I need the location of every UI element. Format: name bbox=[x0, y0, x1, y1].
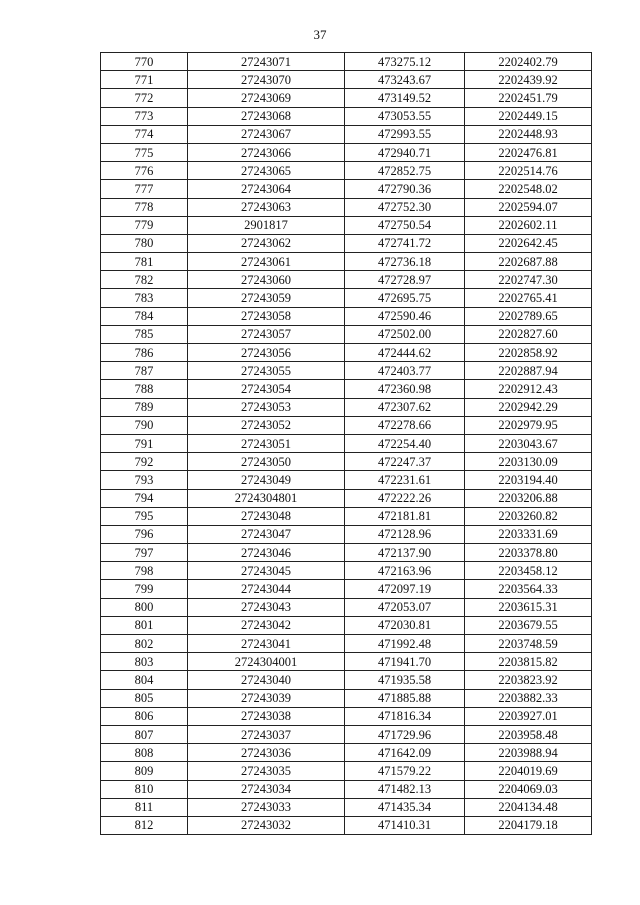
x-coordinate-cell: 472852.75 bbox=[345, 162, 465, 180]
point-id-cell: 27243067 bbox=[188, 125, 345, 143]
table-row bbox=[101, 780, 592, 798]
point-number-cell: 811 bbox=[101, 798, 188, 816]
point-number-cell: 780 bbox=[101, 234, 188, 252]
point-number-cell: 781 bbox=[101, 253, 188, 271]
y-coordinate-cell: 2204019.69 bbox=[465, 762, 592, 780]
point-id-cell: 27243064 bbox=[188, 180, 345, 198]
point-number-cell: 803 bbox=[101, 653, 188, 671]
point-number-cell: 786 bbox=[101, 344, 188, 362]
point-id-cell: 27243066 bbox=[188, 143, 345, 161]
point-id-cell: 27243057 bbox=[188, 325, 345, 343]
point-id-cell: 27243069 bbox=[188, 89, 345, 107]
point-id-cell: 27243033 bbox=[188, 798, 345, 816]
y-coordinate-cell: 2202594.07 bbox=[465, 198, 592, 216]
point-number-cell: 805 bbox=[101, 689, 188, 707]
point-number-cell: 777 bbox=[101, 180, 188, 198]
x-coordinate-cell: 472231.61 bbox=[345, 471, 465, 489]
y-coordinate-cell: 2202449.15 bbox=[465, 107, 592, 125]
table-row bbox=[101, 162, 592, 180]
point-id-cell: 2724304001 bbox=[188, 653, 345, 671]
point-number-cell: 809 bbox=[101, 762, 188, 780]
table-row bbox=[101, 307, 592, 325]
x-coordinate-cell: 473243.67 bbox=[345, 71, 465, 89]
point-number-cell: 802 bbox=[101, 635, 188, 653]
point-id-cell: 27243051 bbox=[188, 434, 345, 452]
y-coordinate-cell: 2202548.02 bbox=[465, 180, 592, 198]
table-row bbox=[101, 398, 592, 416]
point-number-cell: 801 bbox=[101, 616, 188, 634]
y-coordinate-cell: 2202642.45 bbox=[465, 234, 592, 252]
x-coordinate-cell: 471729.96 bbox=[345, 725, 465, 743]
table-row bbox=[101, 616, 592, 634]
x-coordinate-cell: 472030.81 bbox=[345, 616, 465, 634]
y-coordinate-cell: 2203043.67 bbox=[465, 434, 592, 452]
y-coordinate-cell: 2202827.60 bbox=[465, 325, 592, 343]
x-coordinate-cell: 471935.58 bbox=[345, 671, 465, 689]
point-number-cell: 772 bbox=[101, 89, 188, 107]
point-id-cell: 27243047 bbox=[188, 525, 345, 543]
point-id-cell: 2901817 bbox=[188, 216, 345, 234]
y-coordinate-cell: 2203331.69 bbox=[465, 525, 592, 543]
table-row bbox=[101, 762, 592, 780]
table-row bbox=[101, 671, 592, 689]
point-id-cell: 27243056 bbox=[188, 344, 345, 362]
x-coordinate-cell: 472128.96 bbox=[345, 525, 465, 543]
y-coordinate-cell: 2203679.55 bbox=[465, 616, 592, 634]
y-coordinate-cell: 2203194.40 bbox=[465, 471, 592, 489]
x-coordinate-cell: 472736.18 bbox=[345, 253, 465, 271]
point-id-cell: 27243053 bbox=[188, 398, 345, 416]
point-id-cell: 27243061 bbox=[188, 253, 345, 271]
point-number-cell: 794 bbox=[101, 489, 188, 507]
y-coordinate-cell: 2203206.88 bbox=[465, 489, 592, 507]
table-row bbox=[101, 525, 592, 543]
point-number-cell: 779 bbox=[101, 216, 188, 234]
point-id-cell: 27243049 bbox=[188, 471, 345, 489]
y-coordinate-cell: 2203130.09 bbox=[465, 453, 592, 471]
point-number-cell: 782 bbox=[101, 271, 188, 289]
table-row bbox=[101, 489, 592, 507]
x-coordinate-cell: 471410.31 bbox=[345, 816, 465, 834]
x-coordinate-cell: 471579.22 bbox=[345, 762, 465, 780]
table-row bbox=[101, 253, 592, 271]
x-coordinate-cell: 471816.34 bbox=[345, 707, 465, 725]
point-number-cell: 778 bbox=[101, 198, 188, 216]
point-id-cell: 27243035 bbox=[188, 762, 345, 780]
point-number-cell: 793 bbox=[101, 471, 188, 489]
y-coordinate-cell: 2202602.11 bbox=[465, 216, 592, 234]
point-number-cell: 808 bbox=[101, 744, 188, 762]
y-coordinate-cell: 2203378.80 bbox=[465, 544, 592, 562]
table-row bbox=[101, 544, 592, 562]
x-coordinate-cell: 472940.71 bbox=[345, 143, 465, 161]
table-row bbox=[101, 471, 592, 489]
table-row bbox=[101, 562, 592, 580]
point-id-cell: 27243060 bbox=[188, 271, 345, 289]
y-coordinate-cell: 2203564.33 bbox=[465, 580, 592, 598]
y-coordinate-cell: 2202747.30 bbox=[465, 271, 592, 289]
point-id-cell: 27243037 bbox=[188, 725, 345, 743]
point-number-cell: 795 bbox=[101, 507, 188, 525]
y-coordinate-cell: 2202887.94 bbox=[465, 362, 592, 380]
table-row bbox=[101, 725, 592, 743]
point-id-cell: 27243055 bbox=[188, 362, 345, 380]
x-coordinate-cell: 472222.26 bbox=[345, 489, 465, 507]
y-coordinate-cell: 2202858.92 bbox=[465, 344, 592, 362]
x-coordinate-cell: 472181.81 bbox=[345, 507, 465, 525]
y-coordinate-cell: 2202448.93 bbox=[465, 125, 592, 143]
point-number-cell: 791 bbox=[101, 434, 188, 452]
point-id-cell: 27243044 bbox=[188, 580, 345, 598]
table-row bbox=[101, 107, 592, 125]
table-row bbox=[101, 198, 592, 216]
y-coordinate-cell: 2204069.03 bbox=[465, 780, 592, 798]
x-coordinate-cell: 472307.62 bbox=[345, 398, 465, 416]
table-row bbox=[101, 125, 592, 143]
point-id-cell: 27243048 bbox=[188, 507, 345, 525]
point-number-cell: 790 bbox=[101, 416, 188, 434]
x-coordinate-cell: 472053.07 bbox=[345, 598, 465, 616]
x-coordinate-cell: 472254.40 bbox=[345, 434, 465, 452]
point-id-cell: 27243039 bbox=[188, 689, 345, 707]
y-coordinate-cell: 2203815.82 bbox=[465, 653, 592, 671]
point-number-cell: 807 bbox=[101, 725, 188, 743]
table-row bbox=[101, 180, 592, 198]
point-id-cell: 27243038 bbox=[188, 707, 345, 725]
point-id-cell: 27243046 bbox=[188, 544, 345, 562]
point-number-cell: 787 bbox=[101, 362, 188, 380]
point-id-cell: 27243041 bbox=[188, 635, 345, 653]
table-row bbox=[101, 798, 592, 816]
x-coordinate-cell: 472502.00 bbox=[345, 325, 465, 343]
table-row bbox=[101, 707, 592, 725]
y-coordinate-cell: 2202514.76 bbox=[465, 162, 592, 180]
x-coordinate-cell: 472360.98 bbox=[345, 380, 465, 398]
x-coordinate-cell: 472444.62 bbox=[345, 344, 465, 362]
table-row bbox=[101, 271, 592, 289]
point-id-cell: 27243032 bbox=[188, 816, 345, 834]
y-coordinate-cell: 2203882.33 bbox=[465, 689, 592, 707]
y-coordinate-cell: 2202687.88 bbox=[465, 253, 592, 271]
x-coordinate-cell: 472752.30 bbox=[345, 198, 465, 216]
table-row bbox=[101, 143, 592, 161]
table-row bbox=[101, 580, 592, 598]
table-row bbox=[101, 744, 592, 762]
coordinates-table-body bbox=[101, 53, 592, 835]
table-row bbox=[101, 434, 592, 452]
point-number-cell: 798 bbox=[101, 562, 188, 580]
y-coordinate-cell: 2203958.48 bbox=[465, 725, 592, 743]
y-coordinate-cell: 2202912.43 bbox=[465, 380, 592, 398]
y-coordinate-cell: 2204179.18 bbox=[465, 816, 592, 834]
y-coordinate-cell: 2202979.95 bbox=[465, 416, 592, 434]
y-coordinate-cell: 2203615.31 bbox=[465, 598, 592, 616]
point-number-cell: 775 bbox=[101, 143, 188, 161]
point-number-cell: 799 bbox=[101, 580, 188, 598]
y-coordinate-cell: 2203988.94 bbox=[465, 744, 592, 762]
point-id-cell: 27243070 bbox=[188, 71, 345, 89]
table-row bbox=[101, 453, 592, 471]
table-row bbox=[101, 71, 592, 89]
point-id-cell: 27243050 bbox=[188, 453, 345, 471]
x-coordinate-cell: 472097.19 bbox=[345, 580, 465, 598]
point-id-cell: 27243065 bbox=[188, 162, 345, 180]
table-row bbox=[101, 653, 592, 671]
point-number-cell: 806 bbox=[101, 707, 188, 725]
point-number-cell: 783 bbox=[101, 289, 188, 307]
point-number-cell: 785 bbox=[101, 325, 188, 343]
point-number-cell: 774 bbox=[101, 125, 188, 143]
point-number-cell: 800 bbox=[101, 598, 188, 616]
x-coordinate-cell: 473275.12 bbox=[345, 53, 465, 71]
x-coordinate-cell: 473053.55 bbox=[345, 107, 465, 125]
point-id-cell: 27243052 bbox=[188, 416, 345, 434]
table-row bbox=[101, 362, 592, 380]
point-number-cell: 792 bbox=[101, 453, 188, 471]
page-number: 37 bbox=[313, 27, 327, 42]
point-id-cell: 27243063 bbox=[188, 198, 345, 216]
point-number-cell: 773 bbox=[101, 107, 188, 125]
x-coordinate-cell: 472403.77 bbox=[345, 362, 465, 380]
x-coordinate-cell: 471435.34 bbox=[345, 798, 465, 816]
table-row bbox=[101, 89, 592, 107]
y-coordinate-cell: 2202476.81 bbox=[465, 143, 592, 161]
x-coordinate-cell: 472137.90 bbox=[345, 544, 465, 562]
y-coordinate-cell: 2202789.65 bbox=[465, 307, 592, 325]
table-row bbox=[101, 380, 592, 398]
y-coordinate-cell: 2203927.01 bbox=[465, 707, 592, 725]
y-coordinate-cell: 2202451.79 bbox=[465, 89, 592, 107]
point-id-cell: 27243071 bbox=[188, 53, 345, 71]
y-coordinate-cell: 2203823.92 bbox=[465, 671, 592, 689]
y-coordinate-cell: 2202942.29 bbox=[465, 398, 592, 416]
point-number-cell: 804 bbox=[101, 671, 188, 689]
y-coordinate-cell: 2204134.48 bbox=[465, 798, 592, 816]
y-coordinate-cell: 2202402.79 bbox=[465, 53, 592, 71]
table-row bbox=[101, 53, 592, 71]
point-id-cell: 27243054 bbox=[188, 380, 345, 398]
table-row bbox=[101, 689, 592, 707]
point-id-cell: 27243058 bbox=[188, 307, 345, 325]
x-coordinate-cell: 473149.52 bbox=[345, 89, 465, 107]
x-coordinate-cell: 472247.37 bbox=[345, 453, 465, 471]
x-coordinate-cell: 472163.96 bbox=[345, 562, 465, 580]
x-coordinate-cell: 472590.46 bbox=[345, 307, 465, 325]
table-row bbox=[101, 507, 592, 525]
y-coordinate-cell: 2203260.82 bbox=[465, 507, 592, 525]
point-id-cell: 2724304801 bbox=[188, 489, 345, 507]
x-coordinate-cell: 471992.48 bbox=[345, 635, 465, 653]
x-coordinate-cell: 472993.55 bbox=[345, 125, 465, 143]
table-row bbox=[101, 289, 592, 307]
point-number-cell: 812 bbox=[101, 816, 188, 834]
table-row bbox=[101, 216, 592, 234]
x-coordinate-cell: 471941.70 bbox=[345, 653, 465, 671]
x-coordinate-cell: 472750.54 bbox=[345, 216, 465, 234]
x-coordinate-cell: 472790.36 bbox=[345, 180, 465, 198]
point-number-cell: 810 bbox=[101, 780, 188, 798]
x-coordinate-cell: 471885.88 bbox=[345, 689, 465, 707]
point-id-cell: 27243045 bbox=[188, 562, 345, 580]
point-id-cell: 27243062 bbox=[188, 234, 345, 252]
point-id-cell: 27243043 bbox=[188, 598, 345, 616]
point-number-cell: 771 bbox=[101, 71, 188, 89]
y-coordinate-cell: 2203748.59 bbox=[465, 635, 592, 653]
table-row bbox=[101, 635, 592, 653]
point-number-cell: 784 bbox=[101, 307, 188, 325]
table-row bbox=[101, 344, 592, 362]
y-coordinate-cell: 2202439.92 bbox=[465, 71, 592, 89]
point-number-cell: 797 bbox=[101, 544, 188, 562]
table-row bbox=[101, 416, 592, 434]
x-coordinate-cell: 472695.75 bbox=[345, 289, 465, 307]
table-row bbox=[101, 325, 592, 343]
y-coordinate-cell: 2202765.41 bbox=[465, 289, 592, 307]
point-id-cell: 27243059 bbox=[188, 289, 345, 307]
x-coordinate-cell: 472741.72 bbox=[345, 234, 465, 252]
coordinates-table bbox=[100, 52, 592, 835]
y-coordinate-cell: 2203458.12 bbox=[465, 562, 592, 580]
point-id-cell: 27243068 bbox=[188, 107, 345, 125]
table-row bbox=[101, 816, 592, 834]
point-id-cell: 27243040 bbox=[188, 671, 345, 689]
x-coordinate-cell: 471642.09 bbox=[345, 744, 465, 762]
point-number-cell: 789 bbox=[101, 398, 188, 416]
point-number-cell: 788 bbox=[101, 380, 188, 398]
x-coordinate-cell: 471482.13 bbox=[345, 780, 465, 798]
table-row bbox=[101, 598, 592, 616]
point-number-cell: 796 bbox=[101, 525, 188, 543]
point-id-cell: 27243036 bbox=[188, 744, 345, 762]
point-number-cell: 770 bbox=[101, 53, 188, 71]
point-id-cell: 27243042 bbox=[188, 616, 345, 634]
x-coordinate-cell: 472278.66 bbox=[345, 416, 465, 434]
table-row bbox=[101, 234, 592, 252]
point-number-cell: 776 bbox=[101, 162, 188, 180]
x-coordinate-cell: 472728.97 bbox=[345, 271, 465, 289]
point-id-cell: 27243034 bbox=[188, 780, 345, 798]
